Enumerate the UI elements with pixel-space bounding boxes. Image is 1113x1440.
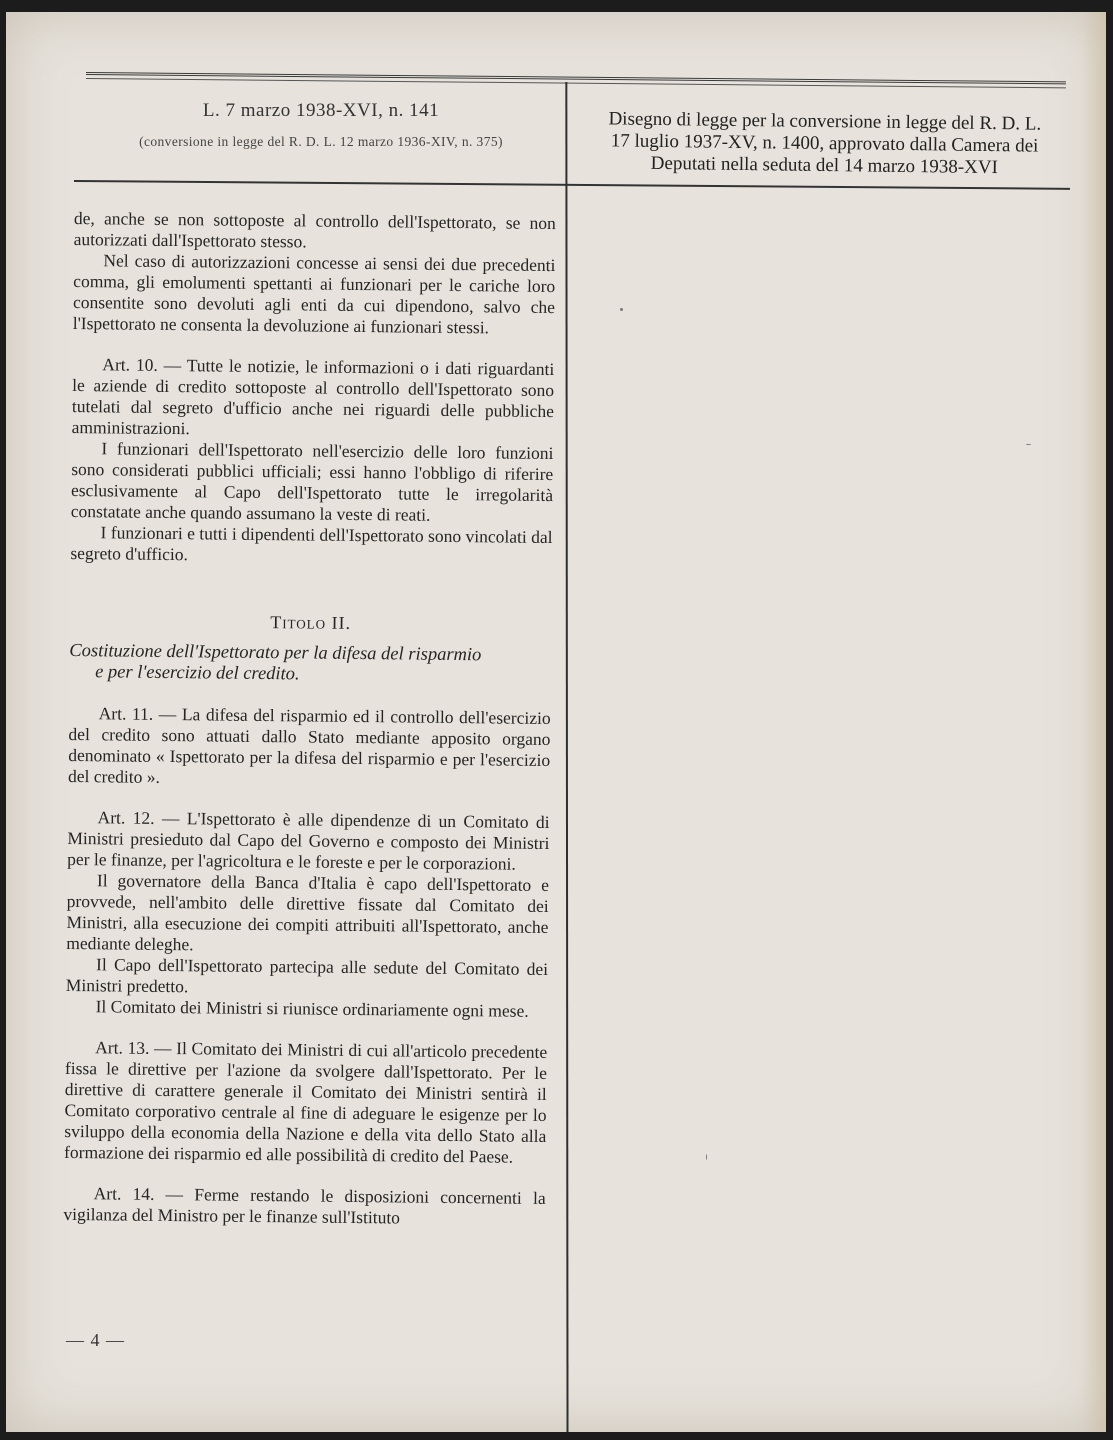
header-right-line-1: Disegno di legge per la conversione in legge del R. D. L. <box>608 108 1042 135</box>
header-right <box>577 108 1072 180</box>
header-bottom-rule <box>74 180 1070 190</box>
article-14: Art. 14. — Ferme restando le disposizioni concernenti la vigilanza del Ministro per le finanze sull'Istituto <box>63 1183 546 1228</box>
section-subtitle-line-1: Costituzione dell'Ispettorato per la difesa del risparmio <box>69 640 482 666</box>
page-number: — 4 — <box>66 1330 125 1350</box>
header-right-line-3: Deputati nella seduta del 14 marzo 1938-XVI <box>650 152 999 179</box>
header-left-title: L. 7 marzo 1938-XVI, n. 141 <box>202 100 440 121</box>
article-12: Art. 12. — L'Ispettorato è alle dipendenze di un Comitato di Ministri presieduto dal Capo del Governo e composto dei Ministri per le finanze, per l'agricoltura e le foreste e per le corporazioni. <box>67 807 550 874</box>
paragraph: de, anche se non sottoposte al controllo dell'Ispettorato, se non autorizzati dall'Ispettorato stesso. <box>73 208 556 252</box>
header-left <box>76 100 566 150</box>
left-column-text <box>63 208 556 1230</box>
article-11: Art. 11. — La difesa del risparmio ed il controllo dell'esercizio del credito sono attuati dallo Stato mediante apposito organo denominato « Ispettorato per la difesa del risparmio e per l'esercizio del credito ». <box>67 703 551 787</box>
paragraph: Il Capo dell'Ispettorato partecipa alle sedute del Comitato dei Ministri predetto. <box>65 954 549 997</box>
document-page <box>6 12 1106 1432</box>
paper-speck <box>620 308 623 311</box>
paragraph: Il governatore della Banca d'Italia è capo dell'Ispettorato e provvede, nell'ambito delle direttive fissate dal Comitato dei Ministri, alla esecuzione dei compiti attribuiti all'Ispettorato, anche mediante deleghe. <box>66 870 550 955</box>
header-left-subtitle: (conversione in legge del R. D. L. 12 marzo 1936-XIV, n. 375) <box>139 134 503 149</box>
header-right-line-2: 17 luglio 1937-XV, n. 1400, approvato dalla Camera dei <box>610 130 1039 157</box>
page-edge-shading <box>1082 12 1106 1432</box>
section-title: Titolo II. <box>270 612 352 633</box>
article-13: Art. 13. — Il Comitato dei Ministri di cui all'articolo precedente fissa le direttive per l'azione da svolgere dall'Ispettorato. Per le direttive di carattere generale il Comitato dei Ministri sentirà il Comitato corporativo centrale al fine di adeguare le esigenze per lo sviluppo della economia della Nazione e della vita dello Stato alla formazione dei risparmio ed alle possibilità di credito del Paese. <box>64 1037 548 1167</box>
section-subtitle-line-2: e per l'esercizio del credito. <box>95 662 300 685</box>
section-subtitle <box>69 641 551 688</box>
paper-speck <box>706 1154 707 1160</box>
paragraph: Il Comitato dei Ministri si riunisce ordinariamente ogni mese. <box>95 996 529 1021</box>
column-divider <box>565 82 568 1432</box>
article-10: Art. 10. — Tutte le notizie, le informazioni o i dati riguardanti le aziende di credito sottoposte al controllo dell'Ispettorato sono tutelati dal segreto d'ufficio anche nei riguardi delle pubbliche amministrazioni. <box>71 354 555 439</box>
paragraph: I funzionari e tutti i dipendenti dell'Ispettorato sono vincolati dal segreto d'ufficio. <box>70 522 553 565</box>
paragraph: I funzionari dell'Ispettorato nell'esercizio delle loro funzioni sono considerati pubblici ufficiali; essi hanno l'obbligo di riferire esclusivamente al Capo dell'Ispettorato tutte le irregolarità constatate anche quando assumano la veste di reati. <box>70 438 554 525</box>
paragraph: Nel caso di autorizzazioni concesse ai sensi dei due precedenti comma, gli emolumenti spettanti ai funzionari per le cariche loro consentite sono devoluti agli enti da cui dipendono, salvo che l'Ispettorato ne consenta la devoluzione ai funzionari stessi. <box>72 250 556 338</box>
paper-speck <box>1026 444 1031 445</box>
